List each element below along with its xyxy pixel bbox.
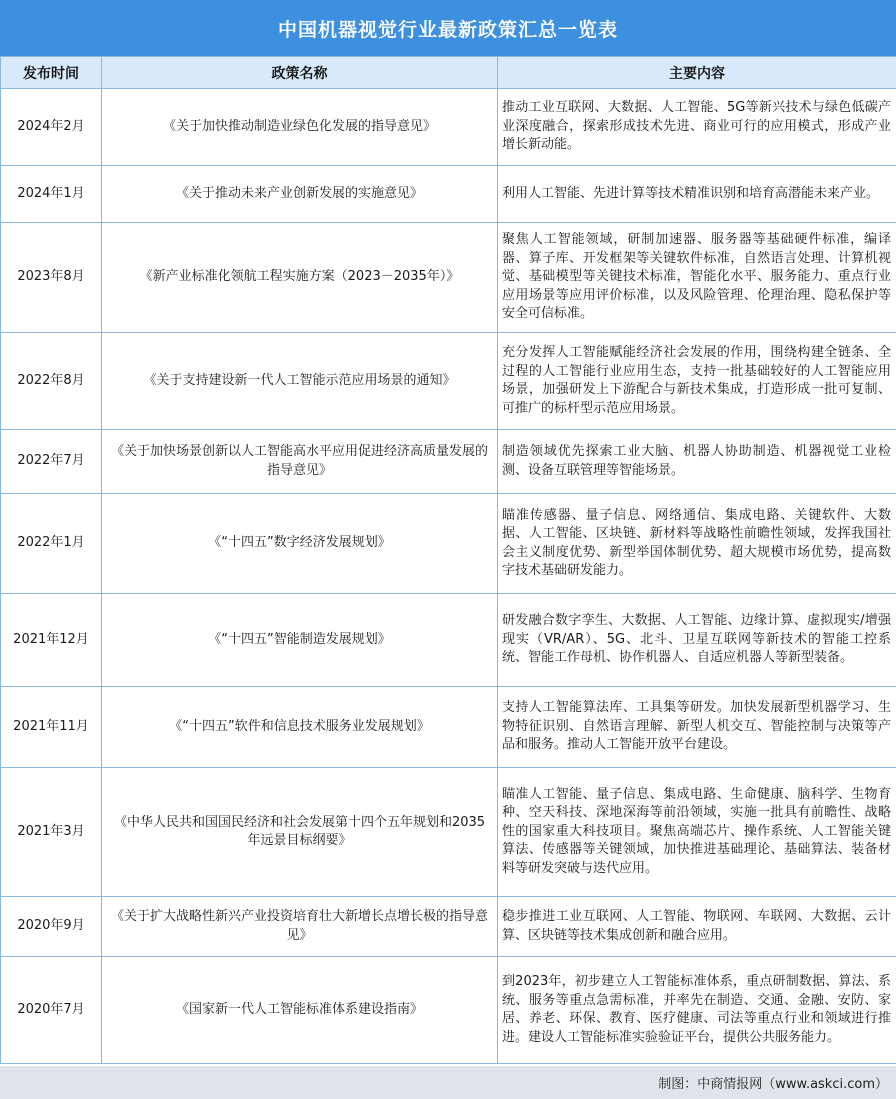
row-date: 2021年3月 xyxy=(1,768,102,897)
row-date: 2021年11月 xyxy=(1,687,102,768)
row-date: 2022年8月 xyxy=(1,333,102,430)
table-row xyxy=(1,89,896,166)
row-content: 制造领域优先探索工业大脑、机器人协助制造、机器视觉工业检测、设备互联管理等智能场景。 xyxy=(498,430,896,494)
row-date: 2023年8月 xyxy=(1,223,102,333)
row-content: 瞄准人工智能、量子信息、集成电路、生命健康、脑科学、生物育种、空天科技、深地深海等前沿领域，实施一批具有前瞻性、战略性的国家重大科技项目。聚焦高端芯片、操作系统、人工智能关键算法、传感器等关键领域，加快推进基础理论、基础算法、装备材料等研发突破与迭代应用。 xyxy=(498,768,896,897)
row-policy-name: 《“十四五”数字经济发展规划》 xyxy=(102,494,498,594)
table-row xyxy=(1,333,896,430)
row-date: 2020年7月 xyxy=(1,957,102,1064)
row-policy-name: 《中华人民共和国国民经济和社会发展第十四个五年规划和2035年远景目标纲要》 xyxy=(102,768,498,897)
row-content: 支持人工智能算法库、工具集等研发。加快发展新型机器学习、生物特征识别、自然语言理解、新型人机交互、智能控制与决策等产品和服务。推动人工智能开放平台建设。 xyxy=(498,687,896,768)
row-date: 2020年9月 xyxy=(1,897,102,957)
row-date: 2021年12月 xyxy=(1,594,102,687)
row-content: 利用人工智能、先进计算等技术精准识别和培育高潜能未来产业。 xyxy=(498,166,896,223)
row-policy-name: 《关于支持建设新一代人工智能示范应用场景的通知》 xyxy=(102,333,498,430)
table-row xyxy=(1,223,896,333)
row-policy-name: 《关于推动未来产业创新发展的实施意见》 xyxy=(102,166,498,223)
row-policy-name: 《新产业标准化领航工程实施方案（2023－2035年）》 xyxy=(102,223,498,333)
row-content: 研发融合数字孪生、大数据、人工智能、边缘计算、虚拟现实/增强现实（VR/AR）、5G、北斗、卫星互联网等新技术的智能工控系统、智能工作母机、协作机器人、自适应机器人等新型装备。 xyxy=(498,594,896,687)
row-policy-name: 《关于扩大战略性新兴产业投资培育壮大新增长点增长极的指导意见》 xyxy=(102,897,498,957)
page-title: 中国机器视觉行业最新政策汇总一览表 xyxy=(0,0,896,56)
row-date: 2022年7月 xyxy=(1,430,102,494)
table-row xyxy=(1,957,896,1064)
table-row xyxy=(1,897,896,957)
table-row xyxy=(1,430,896,494)
row-content: 充分发挥人工智能赋能经济社会发展的作用，围绕构建全链条、全过程的人工智能行业应用生态，支持一批基础较好的人工智能应用场景，加强研发上下游配合与新技术集成，打造形成一批可复制、可推广的标杆型示范应用场景。 xyxy=(498,333,896,430)
row-content: 到2023年，初步建立人工智能标准体系，重点研制数据、算法、系统、服务等重点急需标准，并率先在制造、交通、金融、安防、家居、养老、环保、教育、医疗健康、司法等重点行业和领域进行推进。建设人工智能标准实验验证平台，提供公共服务能力。 xyxy=(498,957,896,1064)
header-policy-name: 政策名称 xyxy=(102,57,498,89)
table-row xyxy=(1,494,896,594)
row-policy-name: 《“十四五”软件和信息技术服务业发展规划》 xyxy=(102,687,498,768)
table-row xyxy=(1,768,896,897)
row-content: 瞄准传感器、量子信息、网络通信、集成电路、关键软件、大数据、人工智能、区块链、新材料等战略性前瞻性领域，发挥我国社会主义制度优势、新型举国体制优势、超大规模市场优势，提高数字技术基础研发能力。 xyxy=(498,494,896,594)
table-row xyxy=(1,166,896,223)
source-credit: 制图：中商情报网（www.askci.com） xyxy=(658,1077,888,1092)
row-date: 2024年1月 xyxy=(1,166,102,223)
row-date: 2024年2月 xyxy=(1,89,102,166)
source-footer xyxy=(0,1066,896,1099)
row-content: 推动工业互联网、大数据、人工智能、5G等新兴技术与绿色低碳产业深度融合，探索形成技术先进、商业可行的应用模式，形成产业增长新动能。 xyxy=(498,89,896,166)
row-policy-name: 《关于加快推动制造业绿色化发展的指导意见》 xyxy=(102,89,498,166)
row-content: 聚焦人工智能领域，研制加速器、服务器等基础硬件标准，编译器、算子库、开发框架等关键软件标准，自然语言处理、计算机视觉、基础模型等关键技术标准，智能化水平、服务能力、重点行业应用场景等应用评价标准，以及风险管理、伦理治理、隐私保护等安全可信标准。 xyxy=(498,223,896,333)
policy-table xyxy=(0,56,896,1064)
table-row xyxy=(1,687,896,768)
header-content: 主要内容 xyxy=(498,57,896,89)
table-header-row xyxy=(1,57,896,89)
header-date: 发布时间 xyxy=(1,57,102,89)
row-policy-name: 《国家新一代人工智能标准体系建设指南》 xyxy=(102,957,498,1064)
row-date: 2022年1月 xyxy=(1,494,102,594)
row-policy-name: 《关于加快场景创新以人工智能高水平应用促进经济高质量发展的指导意见》 xyxy=(102,430,498,494)
row-policy-name: 《“十四五”智能制造发展规划》 xyxy=(102,594,498,687)
table-row xyxy=(1,594,896,687)
row-content: 稳步推进工业互联网、人工智能、物联网、车联网、大数据、云计算、区块链等技术集成创新和融合应用。 xyxy=(498,897,896,957)
